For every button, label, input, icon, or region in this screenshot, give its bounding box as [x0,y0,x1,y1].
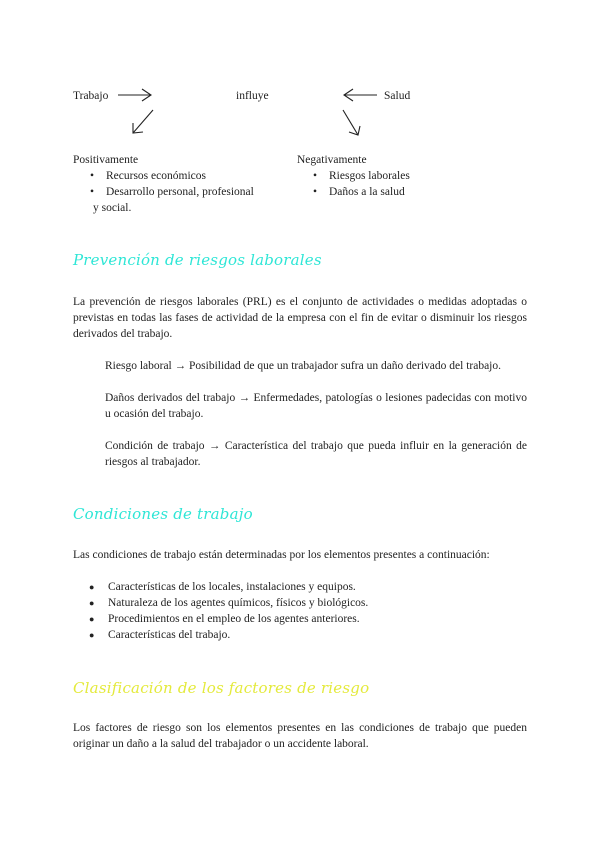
list-item: ● Características del trabajo. [89,627,368,643]
section-heading-prl: Prevención de riesgos laborales [73,251,322,269]
positive-list [90,168,254,200]
list-item: ● Naturaleza de los agentes químicos, físicos y biológicos. [89,595,368,611]
negative-title: Negativamente [297,154,367,166]
salud-label: Salud [384,90,411,102]
list-item: • Desarrollo personal, profesional [90,184,254,200]
list-item: ● Características de los locales, instalaciones y equipos. [89,579,368,595]
influye-label: influye [236,90,269,102]
factores-intro: Los factores de riesgo son los elementos presentes en las condiciones de trabajo que pueden originar un daño a la salud del trabajador o un accidente laboral. [73,722,527,750]
right-arrow-icon [117,88,153,102]
positive-continuation: y social. [93,202,132,214]
left-arrow-icon [342,88,378,102]
list-item: • Recursos económicos [90,168,254,184]
down-right-arrow-icon [340,108,364,138]
positive-title: Positivamente [73,154,139,166]
definition-riesgo-laboral: Riesgo laboral → Posibilidad de que un trabajador sufra un daño derivado del trabajo. [105,360,502,372]
list-item: • Riesgos laborales [313,168,410,184]
prl-intro: La prevención de riesgos laborales (PRL) es el conjunto de actividades o medidas adoptadas o previstas en todas las fases de actividad de la empresa con el fin de evitar o disminuir los riesgos derivados del trabajo. [73,296,527,340]
section-heading-condiciones: Condiciones de trabajo [73,505,253,523]
list-item: • Daños a la salud [313,184,410,200]
condiciones-list [89,579,368,643]
definition-condicion: Condición de trabajo → Característica del trabajo que pueda influir en la generación de riesgos al trabajador. [105,440,527,468]
negative-effects [297,152,410,198]
down-left-arrow-icon [130,108,156,136]
list-item: ● Procedimientos en el empleo de los agentes anteriores. [89,611,368,627]
negative-list [313,168,410,200]
trabajo-label: Trabajo [73,90,109,102]
condiciones-intro: Las condiciones de trabajo están determinadas por los elementos presentes a continuación: [73,549,490,561]
definition-danos: Daños derivados del trabajo → Enfermedades, patologías o lesiones padecidas con motivo u ocasión del trabajo. [105,392,527,420]
section-heading-factores: Clasificación de los factores de riesgo [73,679,370,697]
positive-effects [73,152,254,214]
